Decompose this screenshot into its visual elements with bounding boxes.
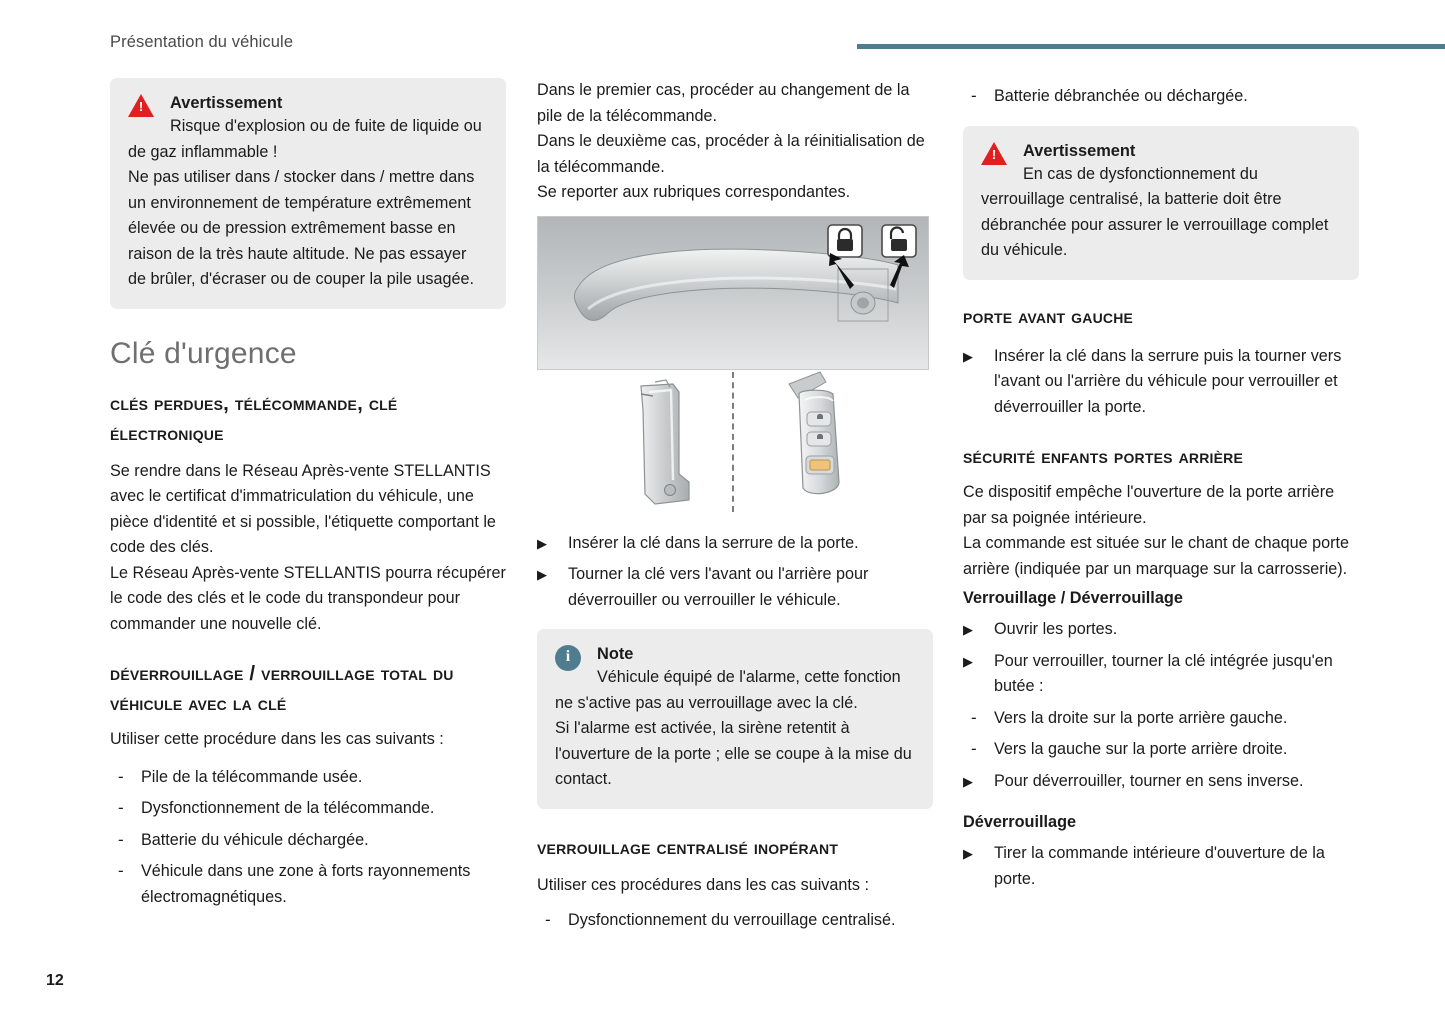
list-item	[963, 737, 1359, 763]
list-item-label: Vers la droite sur la porte arrière gauche.	[994, 708, 1288, 727]
callout-line-2: Si l'alarme est activée, la sirène retentit à l'ouverture de la porte ; elle se coupe à la mise du contact.	[555, 719, 912, 788]
list-item-label: Ouvrir les portes.	[994, 620, 1118, 638]
page-title: Clé d'urgence	[110, 336, 297, 370]
triangle-marker-icon: ▶	[537, 567, 547, 582]
door-handle-lock-unlock-illustration	[537, 216, 929, 370]
list-item-label: Insérer la clé dans la serrure puis la tourner vers l'avant ou l'arrière du véhicule pour verrouiller et déverrouiller la porte.	[994, 346, 1342, 416]
paragraph-central-locking-intro: Utiliser ces procédures dans les cas suivants :	[537, 875, 869, 894]
list-item-label: Tourner la clé vers l'avant ou l'arrière pour déverrouiller ou verrouiller le véhicule.	[568, 565, 869, 609]
list-key-actions	[537, 531, 933, 614]
column-three	[963, 78, 1359, 892]
callout-body	[981, 162, 1341, 264]
list-item	[963, 344, 1359, 421]
warning-callout-battery	[110, 78, 506, 309]
subheading-unlock: Déverrouillage	[963, 813, 1077, 831]
dash-marker-icon: -	[118, 861, 124, 880]
list-central-locking-cases-cont	[963, 84, 1359, 110]
list-item	[537, 908, 933, 934]
column-one	[110, 78, 506, 910]
triangle-marker-icon: ▶	[963, 653, 973, 669]
dash-marker-icon: -	[971, 739, 977, 758]
list-item-label: Vers la gauche sur la porte arrière droite.	[994, 740, 1288, 758]
subheading-lock-unlock: Verrouillage / Déverrouillage	[963, 589, 1183, 607]
list-item	[110, 828, 506, 854]
callout-line-1: En cas de dysfonctionnement du verrouillage centralisé, la batterie doit être débranchée pour assurer le verrouillage complet du véhicule.	[981, 164, 1329, 259]
paragraph-second-case: Dans le deuxième cas, procéder à la réinitialisation de la télécommande.	[537, 132, 925, 176]
list-item-label: Dysfonctionnement du verrouillage centralisé.	[568, 911, 896, 929]
dash-marker-icon: -	[118, 829, 124, 849]
list-item	[110, 859, 506, 910]
info-icon	[555, 645, 581, 669]
column-two	[537, 78, 933, 934]
dash-marker-icon: -	[545, 910, 551, 929]
header-accent-rule	[857, 44, 1445, 49]
list-lock-unlock	[963, 617, 1359, 794]
list-item-label: Pile de la télécommande usée.	[141, 767, 363, 786]
list-item	[537, 531, 933, 557]
dash-marker-icon: -	[971, 707, 977, 727]
list-item	[963, 84, 1359, 110]
callout-line-3: Ne pas essayer de brûler, d'écraser ou de couper la pile usagée.	[128, 244, 474, 288]
paragraph-first-case: Dans le premier cas, procéder au changement de la pile de la télécommande.	[537, 81, 910, 125]
callout-title: Note	[597, 645, 634, 663]
callout-title: Avertissement	[170, 94, 283, 112]
list-item-label: Insérer la clé dans la serrure de la porte.	[568, 533, 859, 552]
dash-marker-icon: -	[118, 766, 124, 786]
warning-triangle-icon	[981, 142, 1007, 166]
figure-divider	[732, 372, 734, 512]
paragraph-child-safety-1: Ce dispositif empêche l'ouverture de la porte arrière par sa poignée intérieure.	[963, 483, 1335, 527]
list-front-left-door	[963, 344, 1359, 421]
triangle-marker-icon: ▶	[963, 622, 973, 637]
list-item	[963, 841, 1359, 892]
heading-child-safety: sécurité enfants portes arrière	[963, 445, 1243, 468]
dash-marker-icon: -	[971, 86, 977, 105]
door-handle-graphic	[538, 217, 928, 369]
triangle-marker-icon: ▶	[537, 535, 547, 551]
list-item	[110, 796, 506, 822]
list-item-label: Véhicule dans une zone à forts rayonnements électromagnétiques.	[141, 862, 471, 906]
paragraph-see-sections: Se reporter aux rubriques correspondantes.	[537, 183, 851, 201]
callout-line-1: Véhicule équipé de l'alarme, cette fonction ne s'active pas au verrouillage avec la clé.	[555, 668, 901, 712]
list-item	[963, 617, 1359, 643]
list-item	[963, 706, 1359, 732]
paragraph-total-unlock-intro: Utiliser cette procédure dans les cas suivants :	[110, 730, 444, 748]
paragraph-lost-keys-1: Se rendre dans le Réseau Après-vente STELLANTIS avec le certificat d'immatriculation du véhicule, une pièce d'identité et si possible, l'étiquette comportant le code des clés.	[110, 461, 496, 556]
warning-triangle-icon	[128, 94, 154, 118]
callout-line-1: Risque d'explosion ou de fuite de liquide ou de gaz inflammable !	[128, 117, 482, 161]
list-central-locking-cases	[537, 908, 933, 934]
heading-lost-keys: clés perdues, télécommande, clé électronique	[110, 391, 398, 445]
paragraph-lost-keys-2: Le Réseau Après-vente STELLANTIS pourra récupérer le code des clés et le code du transpondeur pour commander une nouvelle clé.	[110, 563, 506, 633]
emergency-key-and-remote-key-illustration	[537, 370, 927, 517]
callout-title: Avertissement	[1023, 141, 1136, 160]
list-item-label: Pour déverrouiller, tourner en sens inverse.	[994, 771, 1304, 790]
callout-line-2: Ne pas utiliser dans / stocker dans / mettre dans un environnement de température extrêmement élevée ou de pression extrêmement basse en raison de la très haute altitude.	[128, 168, 475, 263]
paragraph-child-safety-2: La commande est située sur le chant de chaque porte arrière (indiquée par un marquage sur la carrosserie).	[963, 534, 1350, 578]
list-item	[110, 765, 506, 791]
list-item	[963, 649, 1359, 700]
callout-body	[555, 665, 915, 793]
list-item-label: Batterie du véhicule déchargée.	[141, 830, 369, 849]
list-item-label: Tirer la commande intérieure d'ouverture de la porte.	[994, 844, 1325, 888]
triangle-marker-icon: ▶	[963, 348, 973, 364]
note-callout-alarm	[537, 629, 933, 809]
list-item-label: Pour verrouiller, tourner la clé intégrée jusqu'en butée :	[994, 651, 1333, 695]
triangle-marker-icon: ▶	[963, 846, 973, 861]
triangle-marker-icon: ▶	[963, 773, 973, 789]
callout-body	[128, 114, 488, 293]
list-item-label: Dysfonctionnement de la télécommande.	[141, 799, 435, 817]
list-item	[963, 769, 1359, 795]
list-item	[537, 562, 933, 613]
heading-front-left-door: porte avant gauche	[963, 304, 1134, 328]
heading-total-unlock: déverrouillage / verrouillage total du véhicule avec la clé	[110, 662, 454, 715]
page-header-title: Présentation du véhicule	[110, 33, 294, 51]
page-number: 12	[46, 972, 64, 989]
dash-marker-icon: -	[118, 798, 124, 817]
list-unlock-inner	[963, 841, 1359, 892]
heading-central-locking-failure: verrouillage centralisé inopérant	[537, 835, 839, 859]
list-unlock-cases	[110, 765, 506, 911]
warning-callout-central-locking	[963, 126, 1359, 280]
list-item-label: Batterie débranchée ou déchargée.	[994, 87, 1248, 105]
